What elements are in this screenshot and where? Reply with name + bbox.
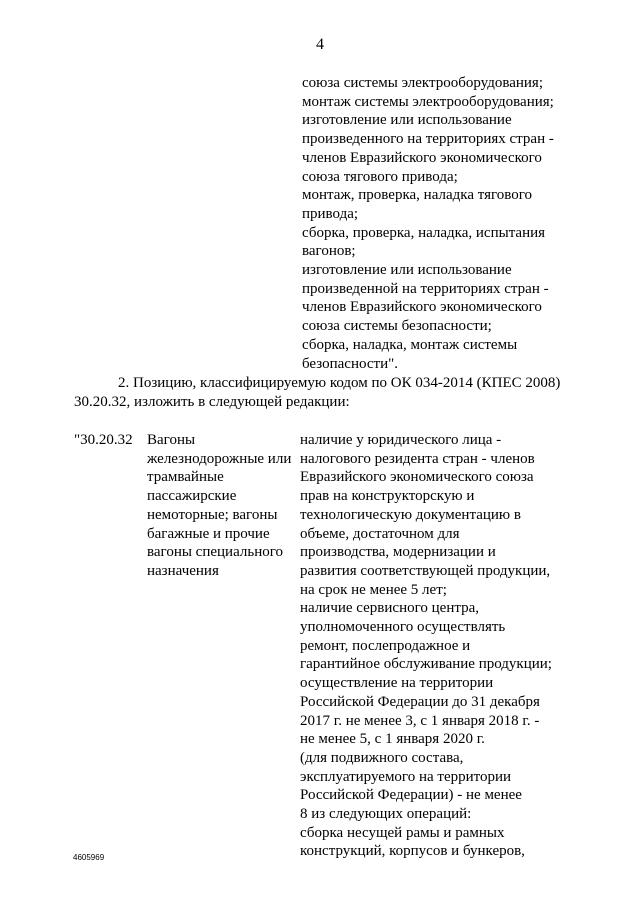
- text-line: привода;: [302, 205, 359, 222]
- requirement-line: осуществление на территории: [300, 675, 494, 692]
- entry-requirements: [300, 431, 600, 861]
- text-line: произведенной на территориях стран -: [302, 280, 549, 297]
- requirement-line: Российской Федерации до 31 декабря: [300, 693, 540, 710]
- text-line: союза системы безопасности;: [302, 318, 492, 335]
- requirement-line: технологическую документацию в: [300, 506, 521, 523]
- text-line: членов Евразийского экономического: [302, 149, 542, 166]
- text-line: безопасности".: [302, 355, 398, 372]
- text-line: изготовление или использование: [302, 262, 512, 279]
- product-name-line: назначения: [147, 562, 219, 579]
- text-line: изготовление или использование: [302, 112, 512, 129]
- product-name-line: железнодорожные или: [147, 450, 292, 467]
- text-line: монтаж системы электрооборудования;: [302, 93, 554, 110]
- amendment-paragraph: [74, 374, 594, 411]
- requirement-line: конструкций, корпусов и бункеров,: [300, 843, 525, 860]
- requirement-line: эксплуатируемого на территории: [300, 768, 512, 785]
- requirement-line: объеме, достаточном для: [300, 525, 460, 542]
- requirement-line: производства, модернизации и: [300, 544, 496, 561]
- product-name-line: багажные и прочие: [147, 525, 270, 542]
- requirement-line: развития соответствующей продукции,: [300, 562, 551, 579]
- requirement-line: прав на конструкторскую и: [300, 488, 475, 505]
- product-name-line: пассажирские: [147, 488, 237, 505]
- text-line: членов Евразийского экономического: [302, 299, 542, 316]
- product-name-line: вагоны специального: [147, 544, 283, 561]
- requirement-line: (для подвижного состава,: [300, 749, 464, 766]
- entry-code: "30.20.32: [74, 432, 133, 448]
- text-line: монтаж, проверка, наладка тягового: [302, 187, 533, 204]
- requirement-line: на срок не менее 5 лет;: [300, 581, 447, 598]
- requirement-line: уполномоченного осуществлять: [300, 619, 506, 636]
- requirement-line: наличие сервисного центра,: [300, 600, 479, 617]
- requirement-line: ремонт, послепродажное и: [300, 637, 471, 654]
- requirement-line: Российской Федерации) - не менее: [300, 787, 522, 804]
- continuation-text-block: [302, 74, 602, 373]
- requirement-line: гарантийное обслуживание продукции;: [300, 656, 552, 673]
- page-number: 4: [316, 36, 324, 53]
- requirement-line: Евразийского экономического союза: [300, 469, 534, 486]
- text-line: сборка, проверка, наладка, испытания: [302, 224, 546, 241]
- requirement-line: 2017 г. не менее 3, с 1 января 2018 г. -: [300, 712, 540, 729]
- text-line: произведенного на территориях стран -: [302, 131, 554, 148]
- text-line: союза системы электрооборудования;: [302, 75, 543, 91]
- product-name-line: Вагоны: [147, 432, 196, 448]
- text-line: союза тягового привода;: [302, 168, 458, 185]
- paragraph-line: 30.20.32, изложить в следующей редакции:: [74, 393, 350, 410]
- requirement-line: сборка несущей рамы и рамных: [300, 824, 505, 841]
- text-line: вагонов;: [302, 243, 356, 260]
- entry-product-name: [147, 431, 307, 581]
- requirement-line: не менее 5, с 1 января 2020 г.: [300, 731, 485, 748]
- requirement-line: наличие у юридического лица -: [300, 432, 502, 448]
- text-line: сборка, наладка, монтаж системы: [302, 336, 518, 353]
- product-name-line: трамвайные: [147, 469, 224, 486]
- paragraph-line: 2. Позицию, классифицируемую кодом по ОК 034-2014 (КПЕС 2008): [118, 375, 561, 391]
- requirement-line: налогового резидента стран - членов: [300, 450, 535, 467]
- document-id-footer: 4605969: [73, 853, 105, 862]
- requirement-line: 8 из следующих операций:: [300, 806, 472, 823]
- product-name-line: немоторные; вагоны: [147, 506, 278, 523]
